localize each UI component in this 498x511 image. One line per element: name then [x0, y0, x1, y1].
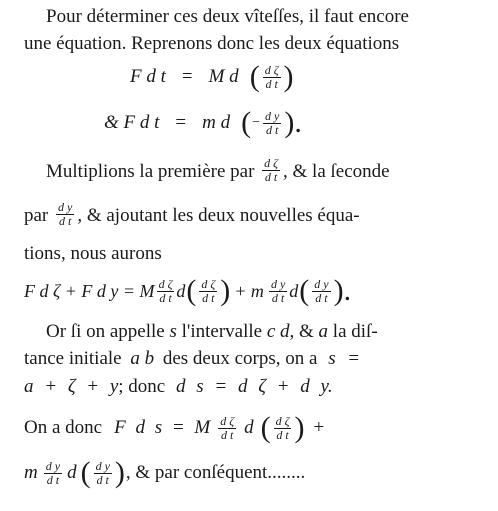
p3-line2-b: des deux corps, on a: [162, 348, 318, 369]
equation-3: [24, 276, 352, 306]
equation-1: [130, 62, 295, 92]
paragraph1-line2: une équation. Reprenons donc les deux équations: [24, 33, 400, 54]
eq3-lhs: F d ζ + F d y = M: [24, 280, 155, 301]
eq3-frac-4: [312, 278, 330, 305]
eq2-equals: =: [175, 112, 187, 133]
eq3-lparen-1: (: [186, 274, 197, 307]
eq3-f3-num: d y: [270, 276, 286, 291]
eq3-frac-2: [199, 278, 217, 305]
p3-line5-m: m: [24, 462, 38, 483]
p2-line1-text-b: , & la ſeconde: [283, 161, 390, 182]
eq2-frac-num: d y: [265, 108, 280, 123]
p2-line1-fraction: [262, 157, 280, 184]
eq1-frac-num: d ζ: [264, 62, 279, 77]
paragraph2-line2: [24, 200, 360, 230]
p3-line1-b: l'intervalle: [181, 321, 263, 342]
p3-line4-f2-num: d ζ: [275, 413, 290, 428]
p3-line1-d: la diſ-: [332, 321, 378, 342]
p3-line5-f1-num: d y: [45, 458, 61, 473]
paragraph3-line5: [24, 458, 305, 488]
p2-line2-frac-num: d y: [58, 200, 73, 215]
eq2-minus: −: [252, 115, 261, 130]
eq3-f3-den: d t: [271, 290, 285, 305]
p3-line4-f2-den: d t: [276, 427, 289, 442]
eq3-lparen-2: (: [299, 274, 310, 307]
eq3-plus: + m: [234, 280, 264, 301]
eq1-equals: =: [181, 66, 193, 87]
paragraph3-line3: [24, 374, 333, 400]
p2-line1-frac-num: d ζ: [264, 156, 279, 171]
paragraph2-line3: tions, nous aurons: [24, 243, 162, 264]
p3-line5-frac-2: [94, 460, 112, 487]
paragraph3-line2: [24, 346, 359, 372]
eq3-d1: d: [176, 280, 186, 301]
p3-line5-rparen: ): [114, 456, 125, 489]
eq3-f2-den: d t: [202, 290, 215, 305]
p3-line4-f1-num: d ζ: [220, 413, 235, 428]
p3-line1-a2: a: [318, 321, 329, 342]
p3-line4-d: d: [244, 417, 254, 438]
equation-2: [104, 108, 303, 138]
p2-line1-text-a: Multiplions la première par: [46, 161, 255, 182]
p3-line4-expr: F d s = M: [114, 417, 211, 438]
paragraph1-line1: Pour déterminer ces deux vîteſſes, il faut encore: [46, 6, 409, 27]
p3-line1-cd: c d: [266, 321, 290, 342]
p3-line2-eq: =: [348, 348, 360, 369]
p2-line2-text-a: par: [24, 205, 49, 226]
eq2-rparen: ).: [284, 106, 302, 139]
p3-line3-b: ; donc: [118, 376, 166, 397]
eq3-rparen-1: ): [220, 274, 231, 307]
p3-line1-s: s: [169, 321, 177, 342]
eq1-lhs: F d t: [130, 66, 166, 87]
paragraph3-line4: [24, 413, 324, 443]
eq3-frac-3: [269, 278, 287, 305]
eq3-f4-num: d y: [314, 276, 329, 291]
eq1-fraction: [263, 64, 281, 91]
p3-line4-frac-1: [218, 415, 236, 442]
p3-line4-rparen: ): [294, 411, 305, 444]
p3-line5-lparen: (: [80, 456, 91, 489]
paragraph2-line1: [46, 156, 390, 186]
p2-line2-text-b: , & ajoutant les deux nouvelles équa-: [77, 205, 360, 226]
p3-line5-f2-num: d y: [95, 458, 110, 473]
eq3-f1-num: d ζ: [158, 276, 173, 291]
eq3-f1-den: d t: [159, 290, 172, 305]
eq1-frac-den: d t: [265, 76, 278, 91]
p3-line5-d: d: [67, 462, 77, 483]
p3-line3-expr2: d s = d ζ + d y.: [176, 376, 333, 397]
p3-line4-lparen: (: [260, 411, 271, 444]
p3-line1-a: Or ſi on appelle: [46, 321, 165, 342]
p3-line5-b: , & par conſéquent........: [125, 462, 306, 483]
eq3-d2: d: [289, 280, 299, 301]
p3-line4-f1-den: d t: [221, 427, 234, 442]
eq2-rhs: m d: [202, 112, 231, 133]
paragraph3-line1: [46, 319, 378, 345]
p3-line1-c: , &: [289, 321, 314, 342]
eq3-f4-den: d t: [315, 290, 328, 305]
p3-line2-s: s: [328, 348, 336, 369]
p3-line5-f1-den: d t: [46, 472, 60, 487]
eq1-rparen: ): [283, 60, 294, 93]
p3-line4-frac-2: [274, 415, 292, 442]
p3-line2-a: tance initiale: [24, 348, 122, 369]
p2-line2-fraction: [56, 201, 74, 228]
p3-line5-frac-1: [44, 460, 62, 487]
p3-line4-a: On a donc: [24, 417, 103, 438]
eq2-fraction: [263, 110, 281, 137]
p2-line2-frac-den: d t: [59, 214, 72, 229]
eq3-rparen-end: ).: [333, 274, 352, 307]
p3-line3-expr: a + ζ + y: [24, 376, 119, 397]
eq2-lparen: (: [241, 106, 252, 139]
eq2-prefix: & F d t: [104, 112, 160, 133]
p3-line4-plus: +: [313, 417, 325, 438]
eq1-rhs: M d: [208, 66, 239, 87]
p3-line2-ab: a b: [130, 348, 155, 369]
p2-line1-frac-den: d t: [264, 170, 278, 185]
eq2-frac-den: d t: [266, 122, 279, 137]
p3-line5-f2-den: d t: [96, 472, 109, 487]
eq3-f2-num: d ζ: [201, 276, 216, 291]
eq1-lparen: (: [249, 60, 260, 93]
eq3-frac-1: [157, 278, 175, 305]
